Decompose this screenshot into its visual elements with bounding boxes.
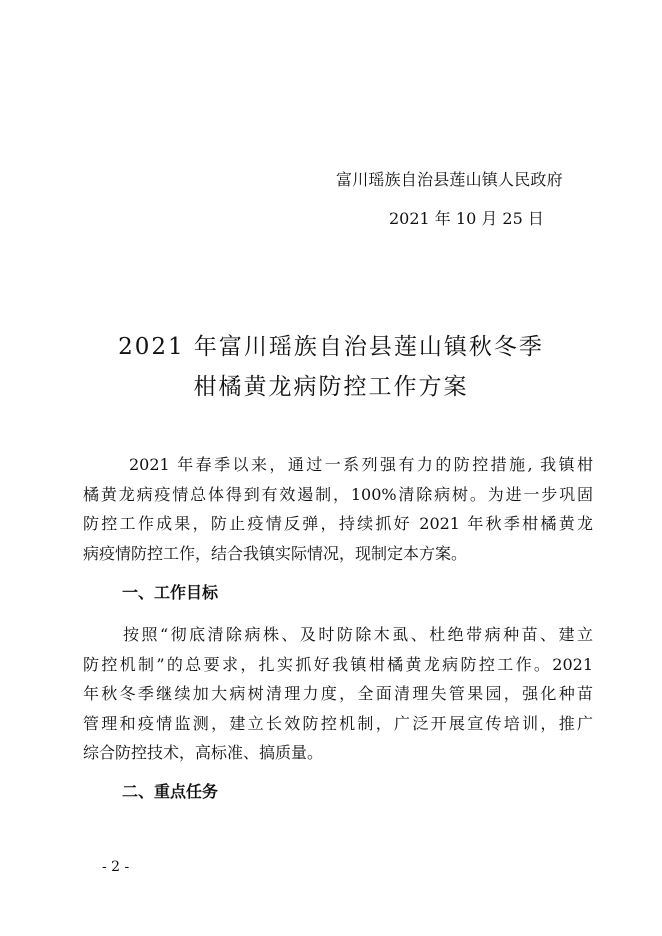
intro-line: 2021 年春季以来，通过一系列强有力的防控措施, 我镇柑	[129, 455, 593, 474]
goals-line: 防控机制”的总要求，扎实抓好我镇柑橘黄龙病防控工作。2021	[83, 654, 593, 674]
section-heading-work-goals: 一、工作目标	[122, 583, 219, 602]
goals-line: 按照“彻底清除病株、及时防除木虱、杜绝带病种苗、建立	[123, 625, 593, 644]
intro-line: 病疫情防控工作，结合我镇实际情况，现制定本方案。	[83, 543, 468, 563]
goals-line: 管理和疫情监测，建立长效防控机制，广泛开展宣传培训，推广	[83, 713, 593, 733]
issuing-organization: 富川瑶族自治县莲山镇人民政府	[336, 170, 563, 189]
intro-line: 橘黄龙病疫情总体得到有效遏制，100%清除病树。为进一步巩固	[83, 484, 593, 504]
document-title-line-1: 2021 年富川瑶族自治县莲山镇秋冬季	[118, 334, 544, 360]
goals-line: 综合防控技术，高标准、搞质量。	[83, 743, 324, 762]
intro-line: 防控工作成果，防止疫情反弹，持续抓好 2021 年秋季柑橘黄龙	[83, 514, 593, 533]
document-title-line-2: 柑橘黄龙病防控工作方案	[193, 374, 469, 400]
page-number: - 2 -	[102, 859, 130, 875]
issue-date: 2021 年 10 月 25 日	[389, 209, 544, 228]
intro-paragraph	[83, 450, 593, 568]
work-goals-paragraph	[83, 620, 593, 768]
goals-line: 年秋冬季继续加大病树清理力度，全面清理失管果园，强化种苗	[83, 684, 593, 703]
section-heading-key-tasks: 二、重点任务	[122, 782, 219, 801]
